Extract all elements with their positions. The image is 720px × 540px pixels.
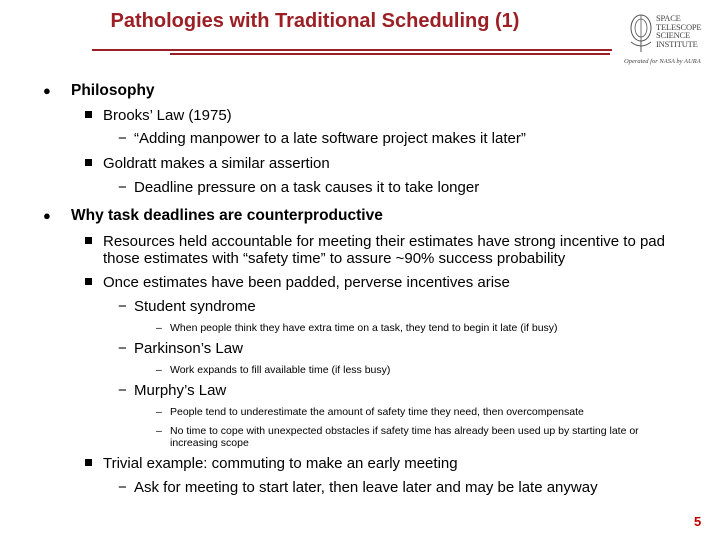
bullet-murphy-detail-1-text: People tend to underestimate the amount of safety time they need, then overcompensate [170,406,584,418]
dash-bullet-icon: − [118,179,127,196]
title-underline [92,49,612,51]
bullet-brooks-text: Brooks’ Law (1975) [103,107,232,124]
bullet-philosophy-text: Philosophy [71,82,155,99]
bullet-trivial [103,455,458,472]
bullet-counterproductive [43,207,383,225]
dash-bullet-icon: − [118,382,127,399]
bullet-goldratt-detail-text: Deadline pressure on a task causes it to take longer [134,179,480,196]
page-number: 5 [694,514,702,529]
bullet-goldratt [103,155,330,172]
bullet-murphy-detail-2 [156,425,680,449]
logo-operated-by: Operated for NASA by AURA [624,58,701,65]
bullet-student-detail-text: When people think they have extra time on a task, they tend to begin it late (if busy) [170,322,558,334]
bullet-goldratt-text: Goldratt makes a similar assertion [103,155,330,172]
logo-line-1: SPACE [656,13,681,23]
dash-bullet-icon: – [156,322,162,334]
bullet-trivial-text: Trivial example: commuting to make an early meeting [103,455,458,472]
bullet-goldratt-detail [118,179,480,196]
stsci-logo [622,12,714,70]
bullet-resources [103,233,683,267]
bullet-padded-text: Once estimates have been padded, perverse incentives arise [103,274,510,291]
bullet-murphy-detail-1 [156,406,584,418]
title-underline-second [170,53,610,55]
logo-line-2: TELESCOPE [656,21,702,32]
bullet-brooks-quote-text: “Adding manpower to a late software project makes it later” [134,130,526,147]
square-bullet-icon [85,111,92,118]
slide-title [0,10,720,33]
square-bullet-icon [85,159,92,166]
square-bullet-icon [85,459,92,466]
bullet-brooks-quote [118,130,526,147]
bullet-parkinson-detail [156,364,391,376]
dash-bullet-icon: – [156,406,162,418]
bullet-parkinson [118,340,243,357]
bullet-murphy-text: Murphy’s Law [134,382,227,399]
bullet-student-detail [156,322,558,334]
bullet-padded [103,274,510,291]
bullet-parkinson-detail-text: Work expands to fill available time (if less busy) [170,364,391,376]
bullet-murphy-detail-2-text: No time to cope with unexpected obstacles if safety time has already been used up by starting late or increasing scope [170,425,639,449]
dash-bullet-icon: − [118,340,127,357]
bullet-parkinson-text: Parkinson’s Law [134,340,243,357]
logo-line-3: SCIENCE [656,30,691,40]
bullet-student [118,298,256,315]
square-bullet-icon [85,278,92,285]
bullet-resources-text: Resources held accountable for meeting their estimates have strong incentive to pad those estimates with “safety time” to assure ~90% success probability [103,233,665,267]
bullet-brooks [103,107,232,124]
bullet-student-text: Student syndrome [134,298,256,315]
square-bullet-icon [85,237,92,244]
logo-line-4: INSTITUTE [656,38,698,49]
bullet-philosophy [43,82,155,100]
round-bullet-icon: ● [43,83,51,98]
stsci-logo-wordmark [656,14,701,48]
bullet-counterproductive-text: Why task deadlines are counterproductive [71,207,383,224]
bullet-trivial-detail [118,479,598,496]
dash-bullet-icon: – [156,364,162,376]
slide-title-text: Pathologies with Traditional Scheduling (1) [110,10,520,32]
bullet-trivial-detail-text: Ask for meeting to start later, then leave later and may be late anyway [134,479,598,496]
round-bullet-icon: ● [43,208,51,223]
dash-bullet-icon: – [156,425,162,437]
stsci-emblem-icon [626,12,656,56]
bullet-murphy [118,382,227,399]
dash-bullet-icon: − [118,479,127,496]
dash-bullet-icon: − [118,298,127,315]
dash-bullet-icon: − [118,130,127,147]
